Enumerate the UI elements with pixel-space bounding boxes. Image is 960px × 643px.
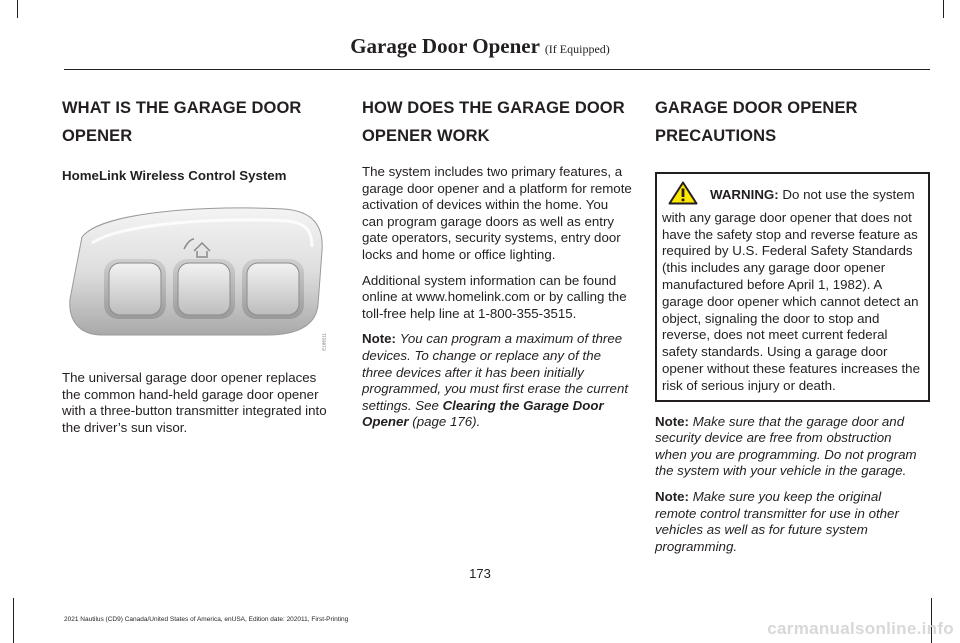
section-heading-how-it-works: HOW DOES THE GARAGE DOOR OPENER WORK <box>362 99 625 145</box>
footer-edition: 2021 Nautilus (CD9) Canada/United States of America, enUSA, Edition date: 202011, First-Printing <box>64 616 349 623</box>
header-rule <box>64 69 930 70</box>
column-how-it-works <box>362 97 632 431</box>
body-additional-info: Additional system information can be found online at www.homelink.com or by calling the toll-free help line at 1-800-355-3515. <box>362 272 627 321</box>
section-heading-what-is: WHAT IS THE GARAGE DOOR OPENER <box>62 99 302 145</box>
crop-mark-top-left <box>17 0 18 18</box>
page-header <box>0 34 960 59</box>
column-precautions <box>655 97 925 555</box>
warning-triangle-icon <box>668 181 698 210</box>
homelink-button-2[interactable] <box>173 259 235 319</box>
figure-id: E188211 <box>322 333 327 351</box>
note-obstruction: Note: Make sure that the garage door and security device are free from obstruction when you are programming. Do not program the system with your vehicle in the garage. <box>655 413 917 479</box>
page-number: 173 <box>469 566 491 581</box>
note-program-maximum <box>362 331 632 431</box>
homelink-button-3[interactable] <box>242 259 304 319</box>
note-label: Note: <box>362 331 396 347</box>
crop-mark-top-right <box>943 0 944 18</box>
header-subtitle: (If Equipped) <box>544 42 610 56</box>
crop-mark-bottom-left <box>13 598 14 643</box>
homelink-button-1[interactable] <box>104 259 166 319</box>
column-what-is <box>62 97 332 436</box>
warning-text: Do not use the system with any garage door opener that does not have the safety stop and reverse feature as required by U.S. Federal Safety Standards (this includes any garage door opener manufactured before April 1, 1982). A garage door opener which cannot detect an object, signaling the door to stop and reverse, does not meet current federal safety standards. Using a garage door opener without these features increases the risk of serious injury or death. <box>662 187 920 393</box>
warning-box <box>655 172 930 402</box>
note-keep-transmitter: Note: Make sure you keep the original remote control transmitter for use in other vehicles as well as for future system programming. <box>655 488 899 554</box>
section-heading-precautions: GARAGE DOOR OPENER PRECAUTIONS <box>655 99 858 145</box>
cross-reference-link[interactable]: Clearing the Garage Door Opener <box>362 397 604 430</box>
body-system-features: The system includes two primary features, a garage door opener and a platform for remote activation of devices within the home. You can program garage doors as well as entry gate operators, security systems, entry door locks and home or office lighting. <box>362 164 632 262</box>
warning-label: WARNING: <box>710 187 779 202</box>
cross-reference-page: (page 176). <box>412 414 481 430</box>
homelink-buttons-illustration <box>62 201 328 339</box>
body-universal-opener: The universal garage door opener replaces the common hand-held garage door opener with a three-button transmitter integrated into the driver’s sun visor. <box>62 370 327 435</box>
watermark: carmanualsonline.info <box>767 619 954 638</box>
note-text: You can program a maximum of three devices. To change or replace any of the three devices after it has been initially programmed, you must first erase the current settings. See <box>362 331 629 413</box>
header-title: Garage Door Opener <box>350 34 540 58</box>
homelink-button-figure <box>62 201 328 351</box>
subheading-homelink: HomeLink Wireless Control System <box>62 168 287 183</box>
